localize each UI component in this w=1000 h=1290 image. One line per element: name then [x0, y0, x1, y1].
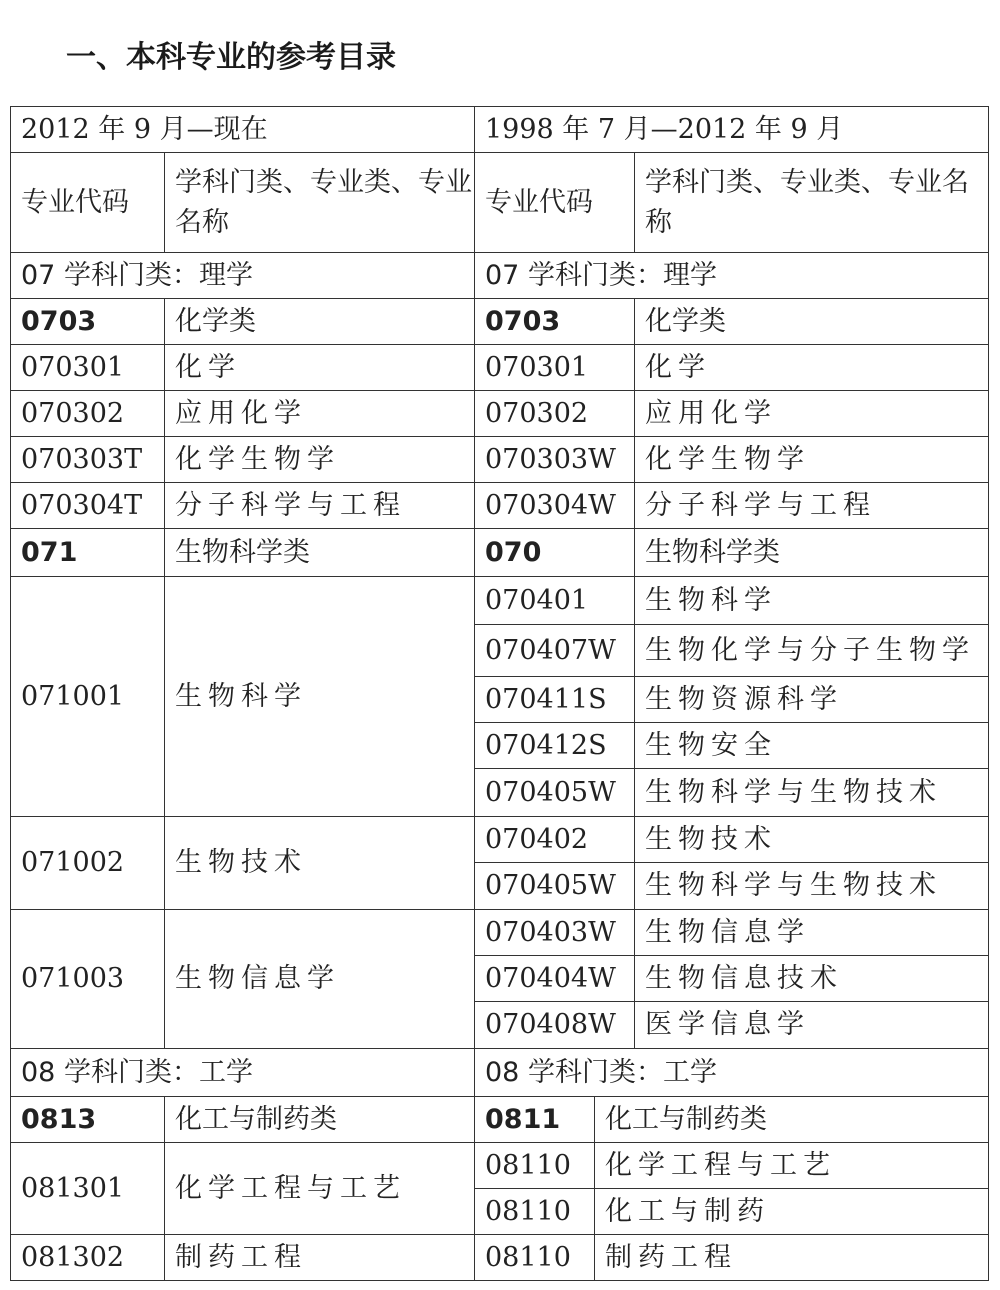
period-header: 1998 年 7 月—2012 年 9 月 [475, 107, 989, 153]
major-name: 生物技术 [635, 817, 989, 863]
page-title: 一、本科专业的参考目录 [66, 40, 396, 75]
major-name: 生物科学与生物技术 [635, 863, 989, 910]
table-row [11, 437, 475, 483]
major-name: 化学工程与工艺 [165, 1143, 475, 1235]
table-row [475, 1143, 989, 1189]
major-class-name: 化工与制药类 [165, 1097, 475, 1143]
major-code: 070304W [475, 483, 635, 529]
major-code: 070302 [475, 391, 635, 437]
major-name: 生物化学与分子生物学 [635, 625, 989, 677]
major-name: 化学生物学 [165, 437, 475, 483]
major-name: 制药工程 [595, 1235, 989, 1281]
catalog-table-1998-2012 [474, 106, 989, 1281]
major-code: 070302 [11, 391, 165, 437]
major-name: 分子科学与工程 [165, 483, 475, 529]
major-code: 081302 [11, 1235, 165, 1281]
major-name: 化学生物学 [635, 437, 989, 483]
major-name: 医学信息学 [635, 1002, 989, 1049]
table-row [475, 577, 989, 625]
table-row [475, 817, 989, 863]
table-row [11, 817, 475, 910]
major-code: 070303T [11, 437, 165, 483]
major-class-code: 0703 [475, 299, 635, 345]
major-name: 应用化学 [165, 391, 475, 437]
major-name: 制药工程 [165, 1235, 475, 1281]
table-row [475, 1002, 989, 1049]
major-class-name: 化工与制药类 [595, 1097, 989, 1143]
major-name: 生物信息学 [635, 910, 989, 956]
major-code: 070402 [475, 817, 635, 863]
major-code: 070403W [475, 910, 635, 956]
major-name: 化工与制药 [595, 1189, 989, 1235]
major-code: 070404W [475, 956, 635, 1002]
column-header-code: 专业代码 [11, 153, 165, 253]
major-name: 生物信息学 [165, 910, 475, 1049]
major-code: 081301 [11, 1143, 165, 1235]
major-code: 070407W [475, 625, 635, 677]
major-name: 分子科学与工程 [635, 483, 989, 529]
major-name: 应用化学 [635, 391, 989, 437]
major-name: 生物资源科学 [635, 677, 989, 723]
discipline-row: 08 学科门类：工学 [475, 1049, 989, 1097]
major-code: 070304T [11, 483, 165, 529]
column-header-name: 学科门类、专业类、专业名称 [635, 153, 989, 253]
major-class-code: 071 [11, 529, 165, 577]
major-name: 生物科学 [635, 577, 989, 625]
catalog-table-2012-present [10, 106, 475, 1281]
period-header: 2012 年 9 月—现在 [11, 107, 475, 153]
major-name: 生物科学与生物技术 [635, 769, 989, 817]
major-name: 化学工程与工艺 [595, 1143, 989, 1189]
major-code: 070408W [475, 1002, 635, 1049]
table-row [475, 625, 989, 677]
major-code: 08110 [475, 1143, 595, 1189]
table-row [11, 1235, 475, 1281]
major-code: 071001 [11, 577, 165, 817]
table-row [11, 1143, 475, 1235]
major-class-name: 化学类 [165, 299, 475, 345]
major-class-code: 0813 [11, 1097, 165, 1143]
table-row [475, 863, 989, 910]
major-code: 071003 [11, 910, 165, 1049]
major-name: 化学 [635, 345, 989, 391]
column-header-name: 学科门类、专业类、专业名称 [165, 153, 475, 253]
major-name: 化学 [165, 345, 475, 391]
table-row [475, 1189, 989, 1235]
table-row [475, 391, 989, 437]
table-row [11, 345, 475, 391]
major-class-code: 0811 [475, 1097, 595, 1143]
discipline-row: 08 学科门类：工学 [11, 1049, 475, 1097]
table-row [475, 723, 989, 769]
major-code: 070301 [475, 345, 635, 391]
table-row [475, 1235, 989, 1281]
discipline-row: 07 学科门类：理学 [11, 253, 475, 299]
major-class-code: 070 [475, 529, 635, 577]
table-row [11, 391, 475, 437]
table-row [11, 577, 475, 817]
column-header-code: 专业代码 [475, 153, 635, 253]
table-row [11, 483, 475, 529]
table-row [475, 483, 989, 529]
table-row [11, 910, 475, 1049]
table-row [475, 910, 989, 956]
major-code: 070412S [475, 723, 635, 769]
table-row [475, 677, 989, 723]
table-row [475, 437, 989, 483]
major-code: 070303W [475, 437, 635, 483]
major-name: 生物技术 [165, 817, 475, 910]
major-class-name: 生物科学类 [165, 529, 475, 577]
major-code: 070411S [475, 677, 635, 723]
major-class-name: 化学类 [635, 299, 989, 345]
table-row [475, 956, 989, 1002]
major-code: 070401 [475, 577, 635, 625]
table-row [475, 769, 989, 817]
major-name: 生物信息技术 [635, 956, 989, 1002]
major-class-code: 0703 [11, 299, 165, 345]
major-code: 070405W [475, 863, 635, 910]
major-code: 08110 [475, 1235, 595, 1281]
major-code: 070405W [475, 769, 635, 817]
major-code: 070301 [11, 345, 165, 391]
major-code: 071002 [11, 817, 165, 910]
major-class-name: 生物科学类 [635, 529, 989, 577]
discipline-row: 07 学科门类：理学 [475, 253, 989, 299]
major-name: 生物安全 [635, 723, 989, 769]
table-row [475, 345, 989, 391]
major-code: 08110 [475, 1189, 595, 1235]
major-name: 生物科学 [165, 577, 475, 817]
